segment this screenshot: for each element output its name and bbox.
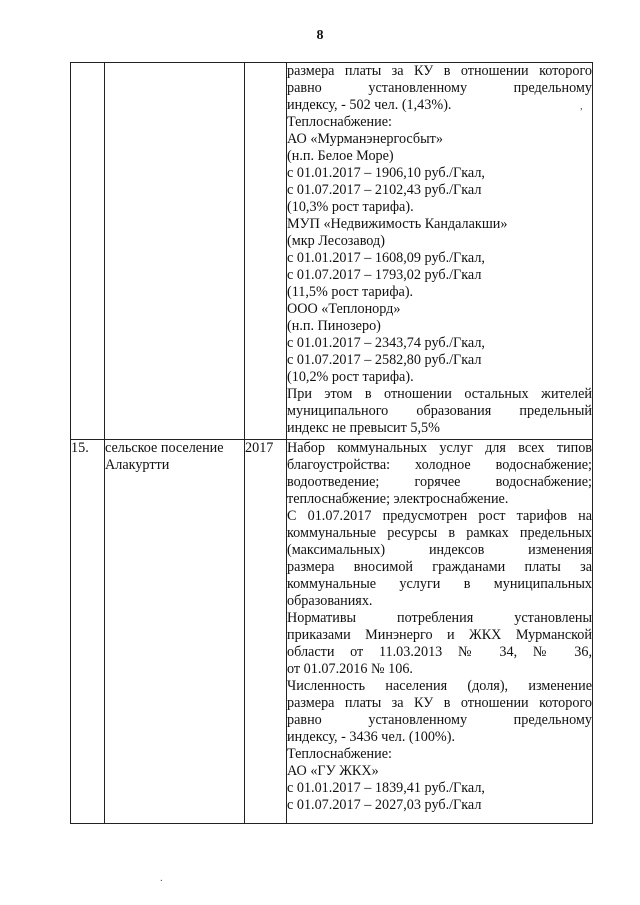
document-table [70, 62, 593, 824]
description-line: коммунальные услуги в муниципальных [287, 576, 592, 592]
description-line: с 01.01.2017 – 1906,10 руб./Гкал, [287, 165, 485, 181]
description-line: размера платы за КУ в отношении которого [287, 63, 592, 79]
description-line: При этом в отношении остальных жителей [287, 386, 592, 402]
year: 2017 [245, 440, 274, 456]
description-line: ООО «Теплонорд» [287, 301, 401, 317]
description-line: АО «Мурманэнергосбыт» [287, 131, 443, 147]
description-line: с 01.07.2017 – 1793,02 руб./Гкал [287, 267, 482, 283]
description-line: (н.п. Белое Море) [287, 148, 394, 164]
description-line: образованиях. [287, 593, 373, 609]
description-line: АО «ГУ ЖКХ» [287, 763, 379, 779]
description-line: индекс не превысит 5,5% [287, 420, 440, 436]
table-row [71, 63, 593, 440]
description-line: с 01.07.2017 – 2582,80 руб./Гкал [287, 352, 482, 368]
year-cell [245, 63, 287, 440]
description-line: МУП «Недвижимость Кандалакши» [287, 216, 508, 232]
description-cell [287, 440, 593, 824]
table-row [71, 440, 593, 824]
scan-mark: , [580, 100, 583, 112]
municipality-name-line: Алакуртти [105, 457, 170, 473]
municipality-name-cell [105, 63, 245, 440]
description-line: (11,5% рост тарифа). [287, 284, 414, 300]
municipality-name-line: сельское поселение [105, 440, 224, 456]
municipality-name-cell [105, 440, 245, 824]
description-line: коммунальные ресурсы в рамках предельных [287, 525, 592, 541]
description-line: от 01.07.2016 № 106. [287, 661, 413, 677]
description-line: размера платы за КУ в отношении которого [287, 695, 592, 711]
description-line: (мкр Лесозавод) [287, 233, 385, 249]
scan-mark: . [160, 872, 163, 884]
description-line: Численность населения (доля), изменение [287, 678, 592, 694]
description-line: (н.п. Пинозеро) [287, 318, 381, 334]
description-line: (10,3% рост тарифа). [287, 199, 414, 215]
description-line: с 01.01.2017 – 1839,41 руб./Гкал, [287, 780, 485, 796]
description-line: теплоснабжение; электроснабжение. [287, 491, 509, 507]
page-number: 8 [316, 28, 324, 43]
row-number-cell [71, 63, 105, 440]
description-line: муниципального образования предельный [287, 403, 592, 419]
description-line: (10,2% рост тарифа). [287, 369, 414, 385]
description-line: индексу, - 3436 чел. (100%). [287, 729, 456, 745]
description-line: с 01.07.2017 – 2027,03 руб./Гкал [287, 797, 482, 813]
description-line: равно установленному предельному [287, 80, 592, 96]
description-line: Теплоснабжение: [287, 114, 392, 130]
description-line: размера вносимой гражданами платы за [287, 559, 592, 575]
description-line: равно установленному предельному [287, 712, 592, 728]
description-line: (максимальных) индексов изменения [287, 542, 592, 558]
description-line: с 01.01.2017 – 1608,09 руб./Гкал, [287, 250, 485, 266]
description-line: с 01.01.2017 – 2343,74 руб./Гкал, [287, 335, 485, 351]
description-cell [287, 63, 593, 440]
description-line: благоустройства: холодное водоснабжение; [287, 457, 592, 473]
year-cell [245, 440, 287, 824]
description-line: с 01.07.2017 – 2102,43 руб./Гкал [287, 182, 482, 198]
description-line: области от 11.03.2013 № 34, № 36, [287, 644, 592, 660]
row-number-cell [71, 440, 105, 824]
description-line: индексу, - 502 чел. (1,43%). [287, 97, 452, 113]
row-number: 15. [71, 440, 89, 456]
description-line: Нормативы потребления установлены [287, 610, 592, 626]
description-line: Набор коммунальных услуг для всех типов [287, 440, 592, 456]
description-line: Теплоснабжение: [287, 746, 392, 762]
description-line: С 01.07.2017 предусмотрен рост тарифов на [287, 508, 592, 524]
description-line: приказами Минэнерго и ЖКХ Мурманской [287, 627, 592, 643]
description-line: водоотведение; горячее водоснабжение; [287, 474, 592, 490]
